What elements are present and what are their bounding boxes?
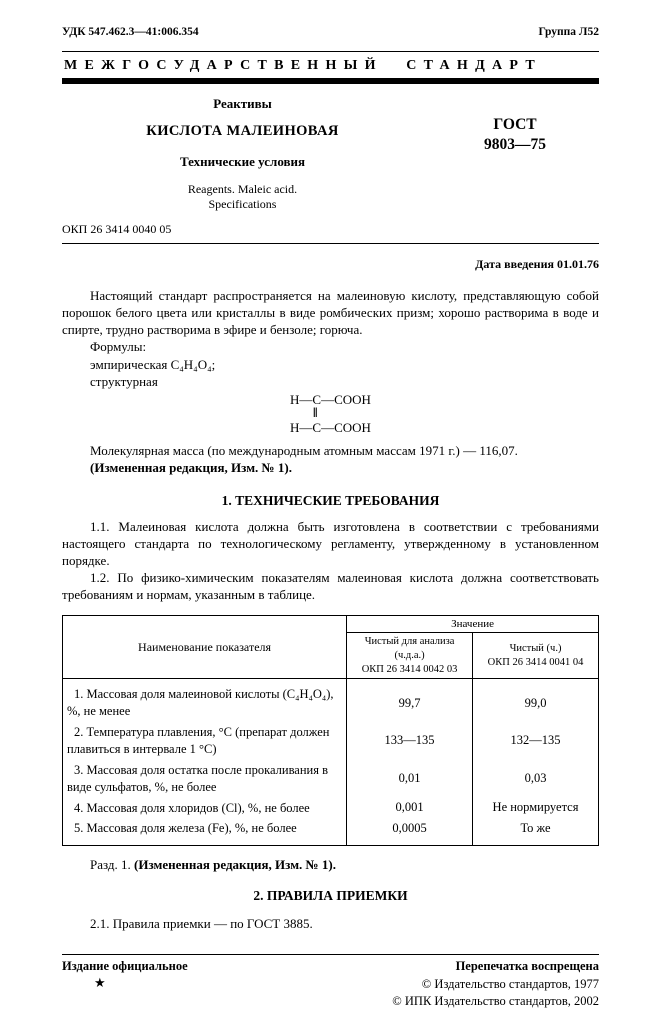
section-1-heading: 1. ТЕХНИЧЕСКИЕ ТРЕБОВАНИЯ: [221, 492, 440, 508]
reprint-prohibited-label: Перепечатка воспрещена: [455, 959, 599, 974]
table-row: [63, 679, 599, 722]
structural-label: структурная: [90, 373, 158, 389]
star-icon: ★: [94, 975, 106, 991]
row-value-ch: 0,03: [473, 760, 599, 798]
subheader-ch-line2: ОКП 26 3414 0041 04: [487, 656, 584, 668]
clause-1-1: 1.1. Малеиновая кислота должна быть изготовлена в соответствии с требованиями настоящего стандарта по технологическому регламенту, утвержденному в установленном порядке.: [62, 518, 599, 568]
row-value-ch: Не нормируется: [473, 798, 599, 819]
copyright-1977: © Издательство стандартов, 1977: [421, 977, 599, 992]
title-left-column: [62, 96, 431, 212]
clause-2-1: 2.1. Правила приемки — по ГОСТ 3885.: [90, 916, 313, 932]
section-1-amendment-note: [62, 857, 599, 873]
row-value-chda: 0,0005: [347, 818, 473, 845]
row-value-chda: 133—135: [347, 722, 473, 760]
table-header-value: Значение: [347, 616, 599, 633]
group-code: Группа Л52: [538, 26, 599, 38]
row-indicator-name: 4. Массовая доля хлоридов (Cl), %, не более: [63, 798, 347, 819]
table-row: [63, 818, 599, 845]
english-title: [62, 182, 423, 212]
table-header-name: Наименование показателя: [63, 616, 347, 679]
structural-formula-bottom: H—C—COOH: [290, 420, 371, 436]
page-footer: [62, 954, 599, 1010]
table-subheader-chda: [347, 633, 473, 679]
english-title-line2: Specifications: [208, 197, 277, 211]
row-value-chda: 0,001: [347, 798, 473, 819]
row-value-ch: 132—135: [473, 722, 599, 760]
double-bond-symbol: ‖: [313, 405, 318, 421]
amendment-bold-text: (Измененная редакция, Изм. № 1).: [134, 857, 336, 873]
standard-type-title: МЕЖГОСУДАРСТВЕННЫЙ СТАНДАРТ: [64, 58, 543, 73]
udk-number: УДК 547.462.3—41:006.354: [62, 26, 199, 38]
amendment-prefix: Разд. 1.: [90, 857, 135, 873]
formulas-label: Формулы:: [90, 339, 147, 355]
copyright-2002: © ИПК Издательство стандартов, 2002: [392, 994, 599, 1009]
molecular-mass: Молекулярная масса (по международным атомным массам 1971 г.) — 116,07.: [90, 443, 518, 459]
table-subheader-ch: [473, 633, 599, 679]
specifications-table: [62, 615, 599, 846]
row-value-ch: 99,0: [473, 679, 599, 722]
meta-row: [62, 26, 599, 38]
empirical-formula: эмпирическая C₄H₄O₄;: [90, 356, 216, 372]
subheader-ch-line1: Чистый (ч.): [509, 643, 562, 655]
gost-number-block: [431, 96, 599, 212]
document-category: Реактивы: [213, 96, 272, 111]
document-subtitle: Технические условия: [179, 154, 306, 169]
row-value-chda: 99,7: [347, 679, 473, 722]
okp-code: ОКП 26 3414 0040 05: [62, 222, 172, 236]
gost-number: 9803—75: [484, 136, 546, 154]
row-value-chda: 0,01: [347, 760, 473, 798]
gost-label: ГОСТ: [493, 116, 537, 133]
divider-rule: [62, 243, 599, 244]
table-row: [63, 760, 599, 798]
document-title: КИСЛОТА МАЛЕИНОВАЯ: [146, 123, 339, 139]
row-indicator-name: 2. Температура плавления, °С (препарат должен плавиться в интервале 1 °С): [63, 722, 347, 760]
table-row: [63, 722, 599, 760]
footer-left-column: [62, 959, 188, 1010]
section-2-heading: 2. ПРАВИЛА ПРИЕМКИ: [253, 888, 408, 904]
structural-formula-top: H—C—COOH: [290, 391, 371, 407]
english-title-line1: Reagents. Maleic acid.: [187, 182, 298, 196]
amendment-note: (Измененная редакция, Изм. № 1).: [90, 460, 292, 476]
row-indicator-name: 1. Массовая доля малеиновой кислоты (C₄H₄O₄), %, не менее: [63, 679, 347, 722]
clause-1-2: 1.2. По физико-химическим показателям малеиновая кислота должна соответствовать требованиям и нормам, указанным в таблице.: [62, 570, 599, 603]
structural-formula: [62, 393, 599, 437]
subheader-chda-line1: Чистый для анализа (ч.д.а.): [364, 636, 455, 661]
footer-right-column: [392, 959, 599, 1010]
subheader-chda-line2: ОКП 26 3414 0042 03: [361, 663, 458, 675]
row-value-ch: То же: [473, 818, 599, 845]
standard-band: [62, 51, 599, 84]
introduction-date: Дата введения 01.01.76: [475, 257, 599, 271]
title-block: [62, 96, 599, 212]
row-indicator-name: 5. Массовая доля железа (Fe), %, не более: [63, 818, 347, 845]
official-edition-label: Издание официальное: [62, 959, 188, 974]
table-row: [63, 798, 599, 819]
row-indicator-name: 3. Массовая доля остатка после прокаливания в виде сульфатов, %, не более: [63, 760, 347, 798]
intro-paragraph: Настоящий стандарт распространяется на малеиновую кислоту, представляющую собой порошок белого цвета или кристаллы в виде ромбических призм; хорошо растворима в воде и спирте, трудно растворима в эфире и бензоле; горюча.: [62, 288, 599, 338]
